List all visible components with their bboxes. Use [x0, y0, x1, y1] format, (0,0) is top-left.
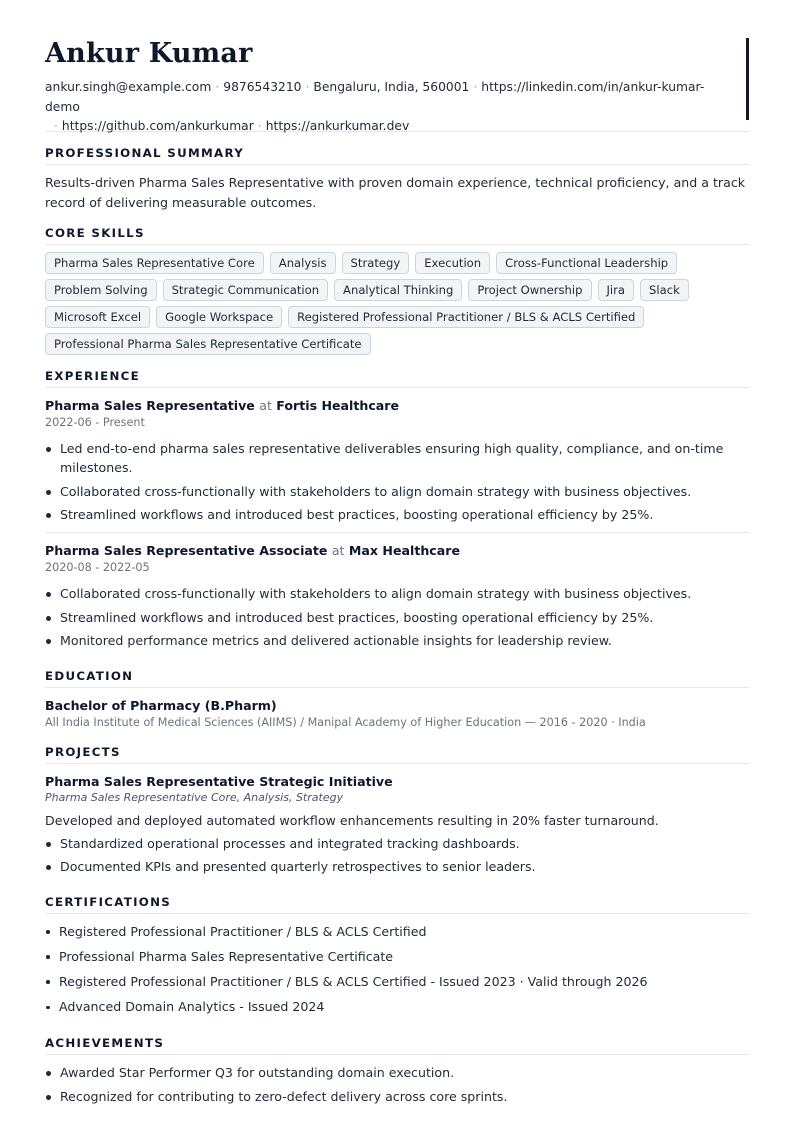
header-accent-bar: [746, 38, 749, 120]
skills-section: [45, 212, 749, 355]
job-bullet: Streamlined workflows and introduced best practices, boosting operational efficiency by 25%.: [45, 608, 749, 627]
skill-chip: Strategy: [342, 252, 410, 274]
experience-section: [45, 355, 749, 650]
separator: ·: [215, 80, 220, 94]
website-link[interactable]: https://ankurkumar.dev: [265, 119, 410, 133]
at-word: at: [331, 543, 345, 558]
job-bullets: [45, 584, 749, 650]
job-bullet: Collaborated cross-functionally with stakeholders to align domain strategy with business objectives.: [45, 482, 749, 501]
project-bullet: Standardized operational processes and integrated tracking dashboards.: [45, 834, 749, 853]
certification-item: Registered Professional Practitioner / BLS & ACLS Certified - Issued 2023 · Valid through 2026: [45, 972, 749, 992]
skill-chip: Analysis: [270, 252, 336, 274]
degree-name: Bachelor of Pharmacy (B.Pharm): [45, 697, 277, 713]
job-entry: [45, 542, 749, 650]
location: Bengaluru, India, 560001: [313, 80, 470, 94]
certification-item: Professional Pharma Sales Representative Certificate: [45, 947, 749, 967]
certification-item: Registered Professional Practitioner / BLS & ACLS Certified: [45, 922, 749, 942]
candidate-name: Ankur Kumar: [45, 38, 253, 69]
school-details: All India Institute of Medical Sciences (AIIMS) / Manipal Academy of Higher Education — 2016 - 2020 · India: [45, 715, 646, 729]
section-title: EXPERIENCE: [45, 355, 749, 388]
section-title: CERTIFICATIONS: [45, 881, 749, 914]
skill-chip: Analytical Thinking: [334, 279, 462, 301]
section-title: PROJECTS: [45, 731, 749, 764]
skill-chip: Google Workspace: [156, 306, 282, 328]
job-dates: 2020-08 - 2022-05: [45, 561, 150, 574]
achievement-item: Recognized for contributing to zero-defect delivery across core sprints.: [45, 1087, 749, 1106]
email-link[interactable]: ankur.singh@example.com: [45, 80, 212, 94]
job-heading: [45, 542, 749, 559]
achievements-section: [45, 1022, 749, 1106]
achievements-list: [45, 1063, 749, 1106]
education-section: [45, 655, 749, 731]
skills-list: [45, 252, 753, 355]
job-bullet: Streamlined workflows and introduced best practices, boosting operational efficiency by 25%.: [45, 505, 749, 524]
skill-chip: Microsoft Excel: [45, 306, 150, 328]
section-title: PROFESSIONAL SUMMARY: [45, 132, 749, 165]
project-name: Pharma Sales Representative Strategic Initiative: [45, 773, 393, 789]
job-heading: [45, 397, 749, 414]
project-tech: Pharma Sales Representative Core, Analysis, Strategy: [45, 790, 344, 804]
achievement-item: Awarded Star Performer Q3 for outstanding domain execution.: [45, 1063, 749, 1082]
resume-page: [45, 0, 749, 1110]
section-title: CORE SKILLS: [45, 212, 749, 245]
phone-number: 9876543210: [223, 80, 302, 94]
separator: ·: [305, 80, 310, 94]
at-word: at: [259, 398, 272, 413]
linkedin-link[interactable]: https://linkedin.com/in/ankur-kumar-demo: [45, 80, 705, 114]
skill-chip: Problem Solving: [45, 279, 157, 301]
skill-chip: Strategic Communication: [163, 279, 328, 301]
skill-chip: Slack: [640, 279, 689, 301]
project-bullets: [45, 834, 749, 877]
separator: ·: [257, 119, 262, 133]
skill-chip: Cross-Functional Leadership: [496, 252, 677, 274]
job-bullet: Led end-to-end pharma sales representative deliverables ensuring high quality, compliance, and on-time milestones.: [45, 439, 749, 477]
job-entry: [45, 397, 749, 524]
github-link[interactable]: https://github.com/ankurkumar: [61, 119, 254, 133]
section-title: EDUCATION: [45, 655, 749, 688]
projects-section: [45, 731, 749, 877]
skill-chip: Execution: [415, 252, 490, 274]
certifications-section: [45, 881, 749, 1018]
job-bullet: Monitored performance metrics and delivered actionable insights for leadership review.: [45, 631, 749, 650]
section-title: ACHIEVEMENTS: [45, 1022, 749, 1055]
job-bullet: Collaborated cross-functionally with stakeholders to align domain strategy with business objectives.: [45, 584, 749, 603]
job-company: Fortis Healthcare: [276, 398, 400, 413]
job-dates: 2022-06 - Present: [45, 416, 145, 429]
separator: ·: [473, 80, 478, 94]
summary-text: Results-driven Pharma Sales Representative with proven domain experience, technical proficiency, and a track record of delivering measurable outcomes.: [45, 175, 746, 210]
skill-chip: Professional Pharma Sales Representative Certificate: [45, 333, 371, 355]
project-description: Developed and deployed automated workflow enhancements resulting in 20% faster turnaround.: [45, 812, 659, 828]
job-company: Max Healthcare: [348, 543, 461, 558]
certifications-list: [45, 922, 749, 1018]
separator: ·: [54, 119, 58, 133]
certification-item: Advanced Domain Analytics - Issued 2024: [45, 997, 749, 1017]
job-bullets: [45, 439, 749, 524]
contact-info: [45, 78, 725, 137]
skill-chip: Pharma Sales Representative Core: [45, 252, 264, 274]
project-bullet: Documented KPIs and presented quarterly retrospectives to senior leaders.: [45, 857, 749, 876]
skill-chip: Jira: [598, 279, 635, 301]
skill-chip: Project Ownership: [468, 279, 591, 301]
resume-header: [45, 0, 749, 132]
job-role: Pharma Sales Representative Associate: [45, 543, 328, 558]
skill-chip: Registered Professional Practitioner / BLS & ACLS Certified: [288, 306, 644, 328]
job-role: Pharma Sales Representative: [45, 398, 255, 413]
summary-section: [45, 132, 749, 212]
job-divider: [45, 532, 749, 533]
